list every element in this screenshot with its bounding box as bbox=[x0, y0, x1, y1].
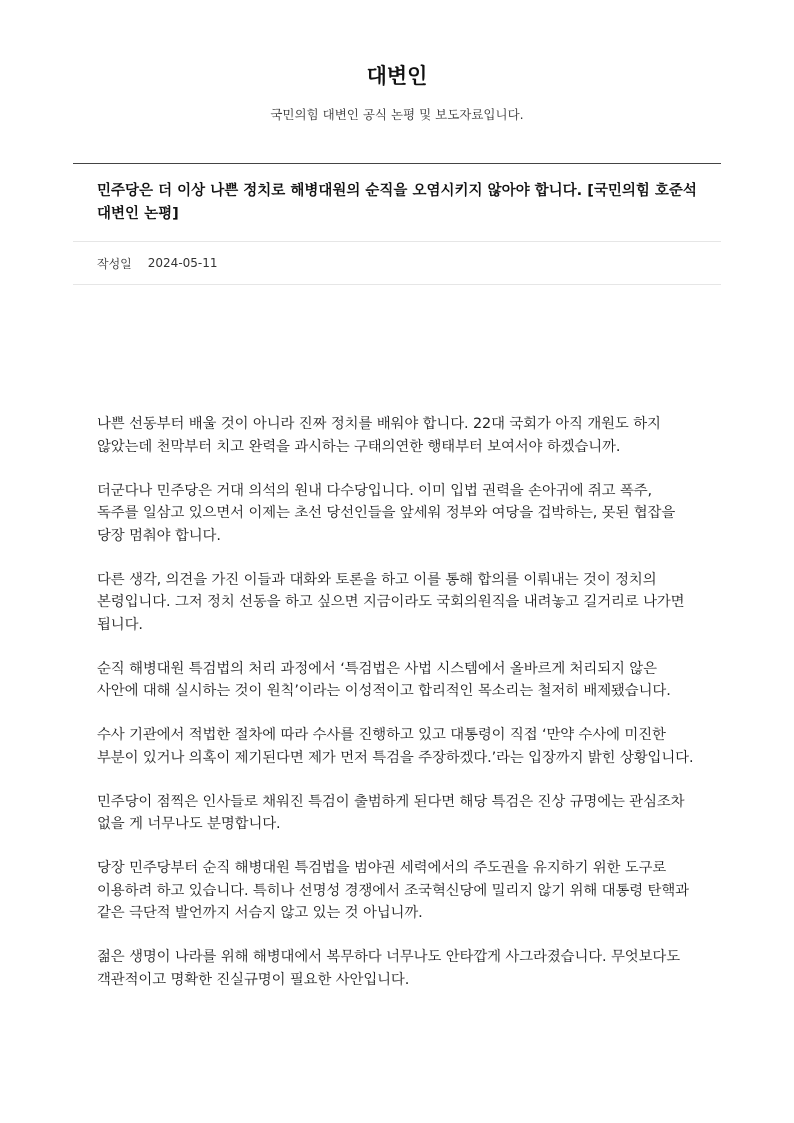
article-body bbox=[73, 285, 721, 991]
body-paragraph: 순직 해병대원 특검법의 처리 과정에서 ‘특검법은 사법 시스템에서 올바르게 처리되지 않은 사안에 대해 실시하는 것이 원칙’이라는 이성적이고 합리적인 목소리는 철저히 배제됐습니다. bbox=[97, 660, 671, 699]
body-paragraph: 더군다나 민주당은 거대 의석의 원내 다수당입니다. 이미 입법 권력을 손아귀에 쥐고 폭주, 독주를 일삼고 있으면서 이제는 초선 당선인들을 앞세워 정부와 여당을 겁박하는, 못된 협잡을 당장 멈춰야 합니다. bbox=[97, 482, 676, 544]
site-header bbox=[0, 0, 794, 124]
body-paragraph: 민주당이 점찍은 인사들로 채워진 특검이 출범하게 된다면 해당 특검은 진상 규명에는 관심조차 없을 게 너무나도 분명합니다. bbox=[97, 793, 685, 832]
article-title: 민주당은 더 이상 나쁜 정치로 해병대원의 순직을 오염시키지 않아야 합니다. [국민의힘 호준석 대변인 논평] bbox=[73, 164, 721, 242]
body-paragraph: 당장 민주당부터 순직 해병대원 특검법을 범야권 세력에서의 주도권을 유지하기 위한 도구로 이용하려 하고 있습니다. 특히나 선명성 경쟁에서 조국혁신당에 밀리지 않기 위해 대통령 탄핵과 같은 극단적 발언까지 서슴지 않고 있는 것 아닙니까. bbox=[97, 860, 689, 921]
article bbox=[73, 163, 721, 1013]
body-paragraph: 수사 기관에서 적법한 절차에 따라 수사를 진행하고 있고 대통령이 직접 ‘만약 수사에 미진한 부분이 있거나 의혹이 제기된다면 제가 먼저 특검을 주장하겠다.’라는 입장까지 밝힌 상황입니다. bbox=[97, 727, 694, 766]
body-paragraph: 나쁜 선동부터 배울 것이 아니라 진짜 정치를 배워야 합니다. 22대 국회가 아직 개원도 하지 않았는데 천막부터 치고 완력을 과시하는 구태의연한 행태부터 보여서야 하겠습니까. bbox=[97, 416, 661, 455]
body-paragraph: 다른 생각, 의견을 가진 이들과 대화와 토론을 하고 이를 통해 합의를 이뤄내는 것이 정치의 본령입니다. 그저 정치 선동을 하고 싶으면 지금이라도 국회의원직을 내려놓고 길거리로 나가면 됩니다. bbox=[97, 571, 685, 633]
page-title: 대변인 bbox=[366, 64, 428, 88]
date-label: 작성일 bbox=[97, 256, 132, 271]
date-value: 2024-05-11 bbox=[147, 256, 218, 270]
body-paragraph: 젊은 생명이 나라를 위해 해병대에서 복무하다 너무나도 안타깝게 사그라졌습니다. 무엇보다도 객관적이고 명확한 진실규명이 필요한 사안입니다. bbox=[97, 949, 680, 988]
page-subtitle: 국민의힘 대변인 공식 논평 및 보도자료입니다. bbox=[270, 107, 524, 122]
article-meta bbox=[73, 242, 721, 285]
